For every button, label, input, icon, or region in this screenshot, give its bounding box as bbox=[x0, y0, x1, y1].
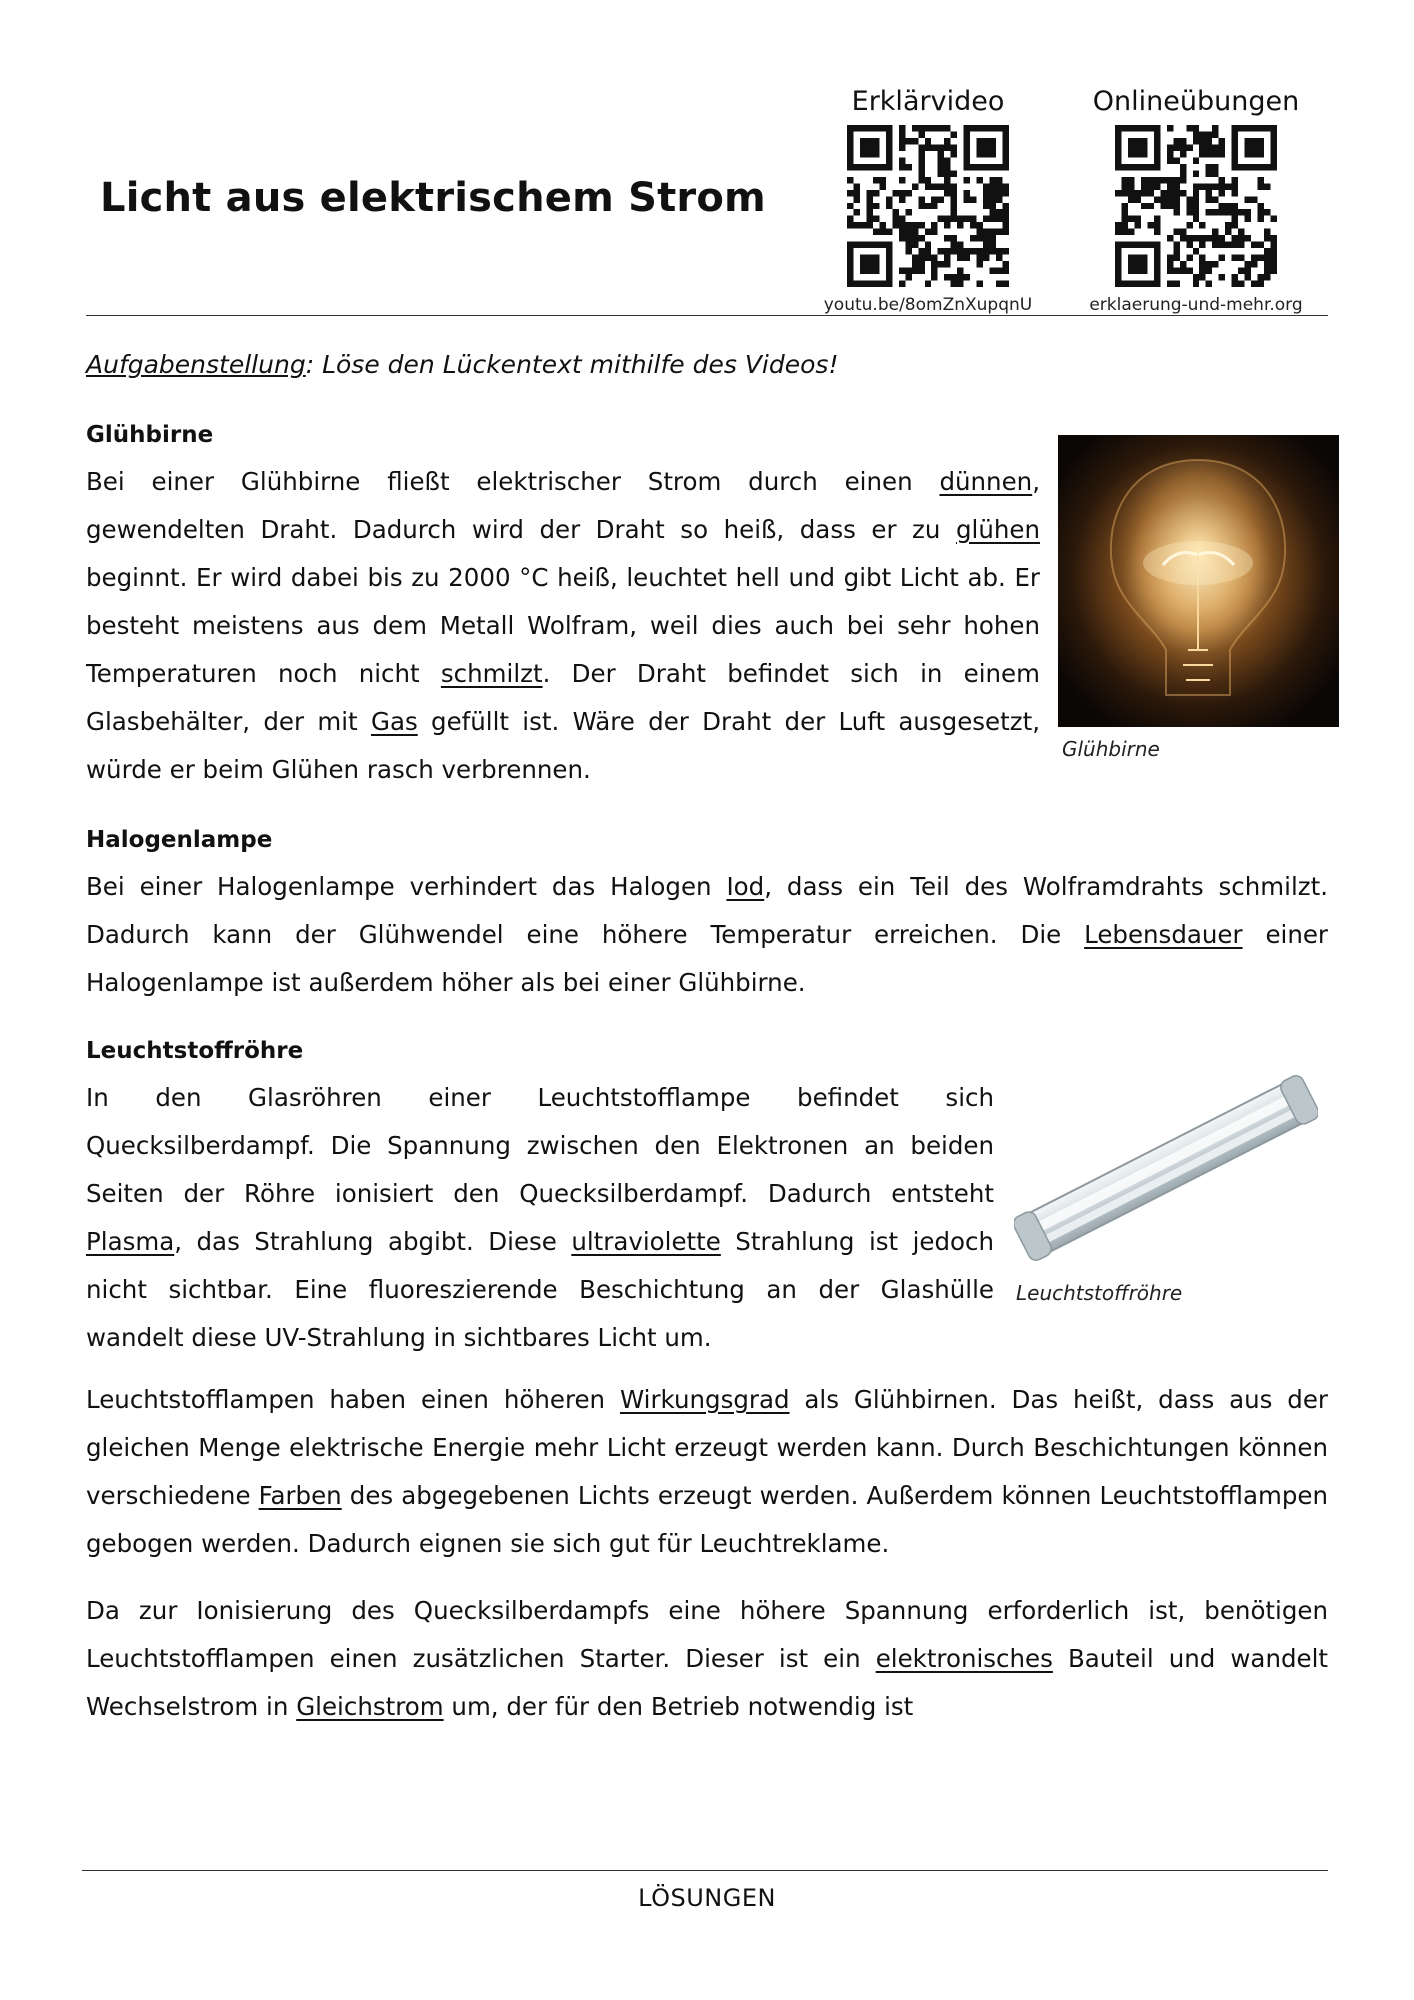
text-run: , dass ein Teil des Wolframdrahts schmilzt. Dadurch kann der Glühwendel eine höhere Temperatur erreichen. Die bbox=[86, 872, 1329, 949]
answer-blank: elektronisches bbox=[875, 1644, 1053, 1673]
fluorescent-tube-photo bbox=[1014, 1068, 1318, 1268]
answer-blank: Iod bbox=[726, 872, 765, 901]
text-run: beginnt. Er wird dabei bis zu 2000 °C heiß, leuchtet hell und gibt Licht ab. Er besteht meistens aus dem Metall Wolfram, weil dies auch bei sehr hohen Temperaturen noch nicht bbox=[86, 563, 1040, 688]
text-run: Bei einer Glühbirne fließt elektrischer Strom durch einen bbox=[86, 467, 940, 496]
answer-blank: dünnen bbox=[939, 467, 1033, 496]
header-divider bbox=[86, 315, 1328, 316]
qr-exercises-label: Onlineübungen bbox=[1092, 86, 1300, 117]
text-run: des abgegebenen Lichts erzeugt werden. Außerdem können Leuchtstofflampen gebogen werden. Dadurch eignen sie sich gut für Leuchtreklame. bbox=[86, 1481, 1328, 1558]
qr-video-url[interactable]: youtu.be/8omZnXupqnU bbox=[823, 295, 1033, 315]
paragraph-leuchtstoffroehre-2 bbox=[86, 1376, 1328, 1568]
task-label: Aufgabenstellung bbox=[86, 350, 306, 379]
task-text: : Löse den Lückentext mithilfe des Videos! bbox=[305, 350, 839, 379]
paragraph-halogenlampe bbox=[86, 863, 1328, 1007]
lightbulb-photo bbox=[1058, 435, 1339, 727]
paragraph-leuchtstoffroehre-3 bbox=[86, 1587, 1328, 1731]
qr-video-block bbox=[808, 86, 1048, 315]
answer-blank: Plasma bbox=[86, 1227, 175, 1256]
paragraph-leuchtstoffroehre-1 bbox=[86, 1074, 994, 1362]
text-run: als Glühbirnen. Das heißt, dass aus der gleichen Menge elektrische Energie mehr Licht erzeugt werden kann. Durch Beschichtungen können verschiedene bbox=[86, 1385, 1328, 1510]
qr-code-exercises-icon[interactable] bbox=[1115, 125, 1277, 287]
text-run: gefüllt ist. Wäre der Draht der Luft ausgesetzt, würde er beim Glühen rasch verbrennen. bbox=[86, 707, 1040, 784]
answer-blank: Wirkungsgrad bbox=[619, 1385, 790, 1414]
text-run: , das Strahlung abgibt. Diese bbox=[174, 1227, 572, 1256]
page-title: Licht aus elektrischem Strom bbox=[100, 175, 766, 221]
answer-blank: Gas bbox=[370, 707, 418, 736]
paragraph-gluehbirne bbox=[86, 458, 1040, 794]
text-run: einer Halogenlampe ist außerdem höher als bei einer Glühbirne. bbox=[86, 920, 1329, 997]
caption-leuchtstoffroehre: Leuchtstoffröhre bbox=[1016, 1281, 1183, 1305]
answer-blank: Gleichstrom bbox=[296, 1692, 444, 1721]
text-run: , gewendelten Draht. Dadurch wird der Draht so heiß, dass er zu bbox=[86, 467, 1040, 544]
qr-code-video-icon[interactable] bbox=[847, 125, 1009, 287]
heading-leuchtstoffroehre: Leuchtstoffröhre bbox=[86, 1038, 304, 1064]
text-run: Bauteil und wandelt Wechselstrom in bbox=[86, 1644, 1329, 1721]
text-run: In den Glasröhren einer Leuchtstofflampe befindet sich Quecksilberdampf. Die Spannung zwischen den Elektronen an beiden Seiten der Röhre ionisiert den Quecksilberdampf. Dadurch entsteht bbox=[86, 1083, 994, 1208]
answer-blank: Farben bbox=[258, 1481, 342, 1510]
text-run: . Der Draht befindet sich in einem Glasbehälter, der mit bbox=[86, 659, 1040, 736]
text-run: Strahlung ist jedoch nicht sichtbar. Eine fluoreszierende Beschichtung an der Glashülle wandelt diese UV-Strahlung in sichtbares Licht um. bbox=[86, 1227, 994, 1352]
qr-exercises-block bbox=[1076, 86, 1316, 315]
qr-video-label: Erklärvideo bbox=[851, 86, 1005, 117]
text-run: Da zur Ionisierung des Quecksilberdampfs eine höhere Spannung erforderlich ist, benötigen Leuchtstofflampen einen zusätzlichen Starter. Dieser ist ein bbox=[86, 1596, 1328, 1673]
text-run: Bei einer Halogenlampe verhindert das Halogen bbox=[86, 872, 727, 901]
answer-blank: schmilzt bbox=[440, 659, 543, 688]
heading-halogenlampe: Halogenlampe bbox=[86, 827, 273, 853]
heading-gluehbirne: Glühbirne bbox=[86, 422, 214, 448]
answer-blank: ultraviolette bbox=[571, 1227, 721, 1256]
footer-label: LÖSUNGEN bbox=[638, 1884, 776, 1912]
footer-divider bbox=[82, 1870, 1328, 1871]
task-instruction bbox=[86, 350, 838, 379]
answer-blank: glühen bbox=[955, 515, 1040, 544]
qr-exercises-url[interactable]: erklaerung-und-mehr.org bbox=[1089, 295, 1303, 315]
answer-blank: Lebensdauer bbox=[1084, 920, 1243, 949]
caption-gluehbirne: Glühbirne bbox=[1062, 737, 1160, 761]
text-run: um, der für den Betrieb notwendig ist bbox=[443, 1692, 914, 1721]
text-run: Leuchtstofflampen haben einen höheren bbox=[86, 1385, 620, 1414]
